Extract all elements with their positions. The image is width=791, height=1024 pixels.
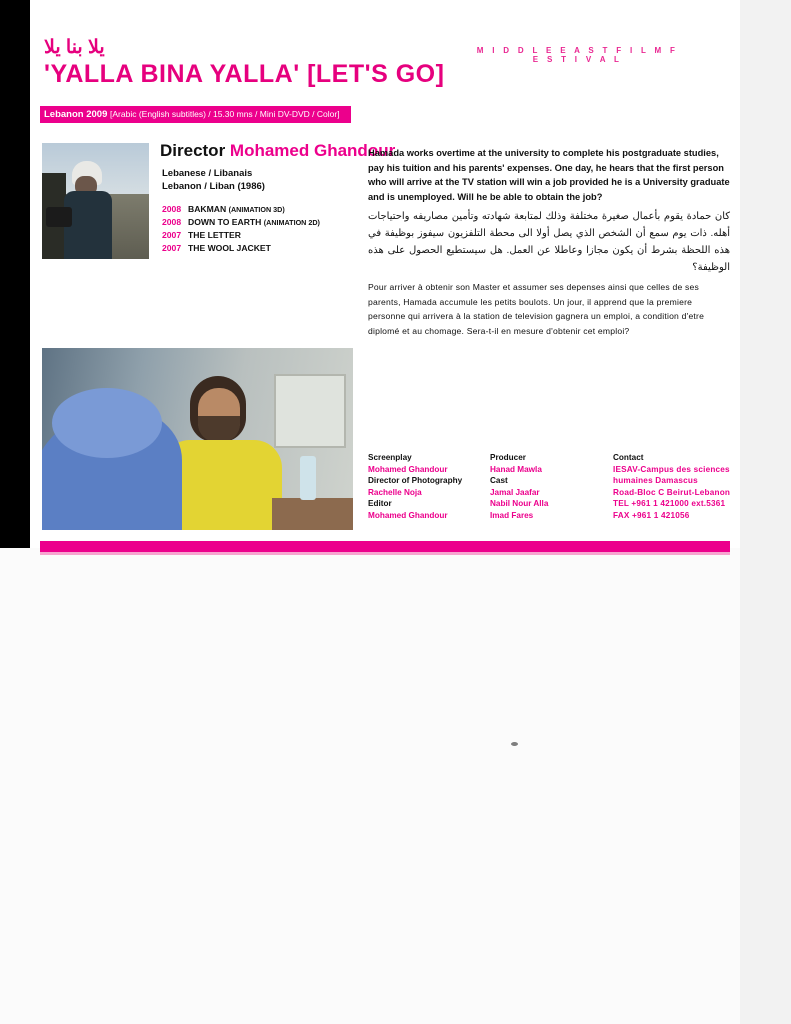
film-meta-text: [44, 109, 340, 120]
film-still-photo: [42, 348, 353, 530]
credit-value: Mohamed Ghandour: [368, 510, 448, 520]
still-bottle: [300, 456, 316, 500]
credit-heading: Editor: [368, 499, 392, 508]
festival-tag: M I D D L E E A S T F I L M F E S T I V A L: [476, 46, 679, 64]
film-title: BAKMAN: [188, 204, 227, 214]
director-name: Mohamed Ghandour: [229, 141, 396, 160]
photo-camera: [46, 207, 72, 227]
bottom-accent-bar: [40, 541, 730, 552]
list-item: [162, 203, 392, 216]
credit-heading: Cast: [490, 476, 508, 485]
credits-column-contact: [613, 452, 733, 521]
credit-value: Mohamed Ghandour: [368, 464, 448, 474]
list-item: [162, 242, 392, 255]
still-table: [272, 498, 353, 530]
credit-value: Rachelle Noja: [368, 487, 422, 497]
credit-value: Nabil Nour Alla: [490, 499, 549, 508]
credits-column-cast: [490, 452, 600, 521]
still-window: [274, 374, 346, 448]
director-nationality: Lebanese / Libanais: [162, 168, 253, 179]
director-heading: [160, 141, 395, 161]
film-year: 2008: [162, 204, 182, 214]
bottom-accent-bar-shadow: [40, 552, 730, 555]
contact-phone: TEL +961 1 421000 ext.5361: [613, 499, 726, 508]
film-note: (ANIMATION 2D): [263, 218, 320, 227]
credit-value: Hanad Mawla: [490, 464, 542, 474]
director-origin: Lebanon / Liban (1986): [162, 181, 265, 192]
synopsis-arabic: كان حمادة يقوم بأعمال صغيرة مختلفة وذلك لمتابعة شهادته وتأمين مصاريفه واحتياجات أهله. ذات يوم سمع أن الشخص الذي يصل أولا الى محطة التلفزيون سيفوز بوظيفة في هذه اللحظة بشرط أن يكون مجازا وعاطلا عن العمل. هل سيستطيع الحصول على هذه الوظيفة؟: [368, 211, 730, 273]
film-format-details: [Arabic (English subtitles) / 15.30 mns / Mini DV-DVD / Color]: [110, 109, 340, 119]
contact-fax: FAX +961 1 421056: [613, 510, 690, 520]
list-item: [162, 216, 392, 229]
contact-line: humaines Damascus: [613, 476, 698, 485]
film-note: (ANIMATION 3D): [228, 205, 285, 214]
scan-right-edge: [740, 0, 791, 1024]
synopsis-english: Hamada works overtime at the university to complete his postgraduate studies, pay his tuition and his parents' expenses. One day, he hears that the first person who will arrive at the TV station will win a job provided he is a University graduate and is unemployed. Will he be able to obtain the job?: [368, 148, 730, 202]
film-year: 2007: [162, 243, 182, 253]
credit-heading: Producer: [490, 453, 526, 462]
credits-column-crew: [368, 452, 488, 521]
filmography-list: [162, 203, 392, 255]
still-foreground-head: [52, 388, 162, 458]
credit-heading: Screenplay: [368, 453, 412, 462]
contact-line: IESAV-Campus des sciences: [613, 464, 730, 474]
director-label: Director: [160, 141, 226, 160]
credit-heading: Director of Photography: [368, 476, 463, 485]
film-meta-bar: [40, 106, 351, 123]
film-year: 2008: [162, 217, 182, 227]
film-title: THE LETTER: [188, 230, 241, 240]
credit-value: Imad Fares: [490, 510, 534, 520]
film-year: 2007: [162, 230, 182, 240]
credits-block: [368, 452, 730, 532]
page-title: 'YALLA BINA YALLA' [LET'S GO]: [44, 60, 445, 88]
contact-line: Road-Bloc C Beirut-Lebanon: [613, 487, 731, 497]
list-item: [162, 229, 392, 242]
contact-heading: Contact: [613, 453, 644, 462]
film-title: THE WOOL JACKET: [188, 243, 271, 253]
film-country-year: Lebanon 2009: [44, 109, 108, 120]
director-portrait-photo: [42, 143, 149, 259]
synopsis-french: Pour arriver à obtenir son Master et assumer ses depenses ainsi que celles de ses parents, Hamada accumule les petits boulots. Un jour, il apprend que la premiere personne qui arrivera à la station de television gagnera un emploi, a condition d'etre diplomé et au chomage. Sera-t-il en mesure d'obtenir cet emploi?: [368, 282, 705, 336]
film-title: DOWN TO EARTH: [188, 217, 262, 227]
credit-value: Jamal Jaafar: [490, 487, 540, 497]
arabic-film-title: يلا بنا يلا: [44, 37, 105, 58]
